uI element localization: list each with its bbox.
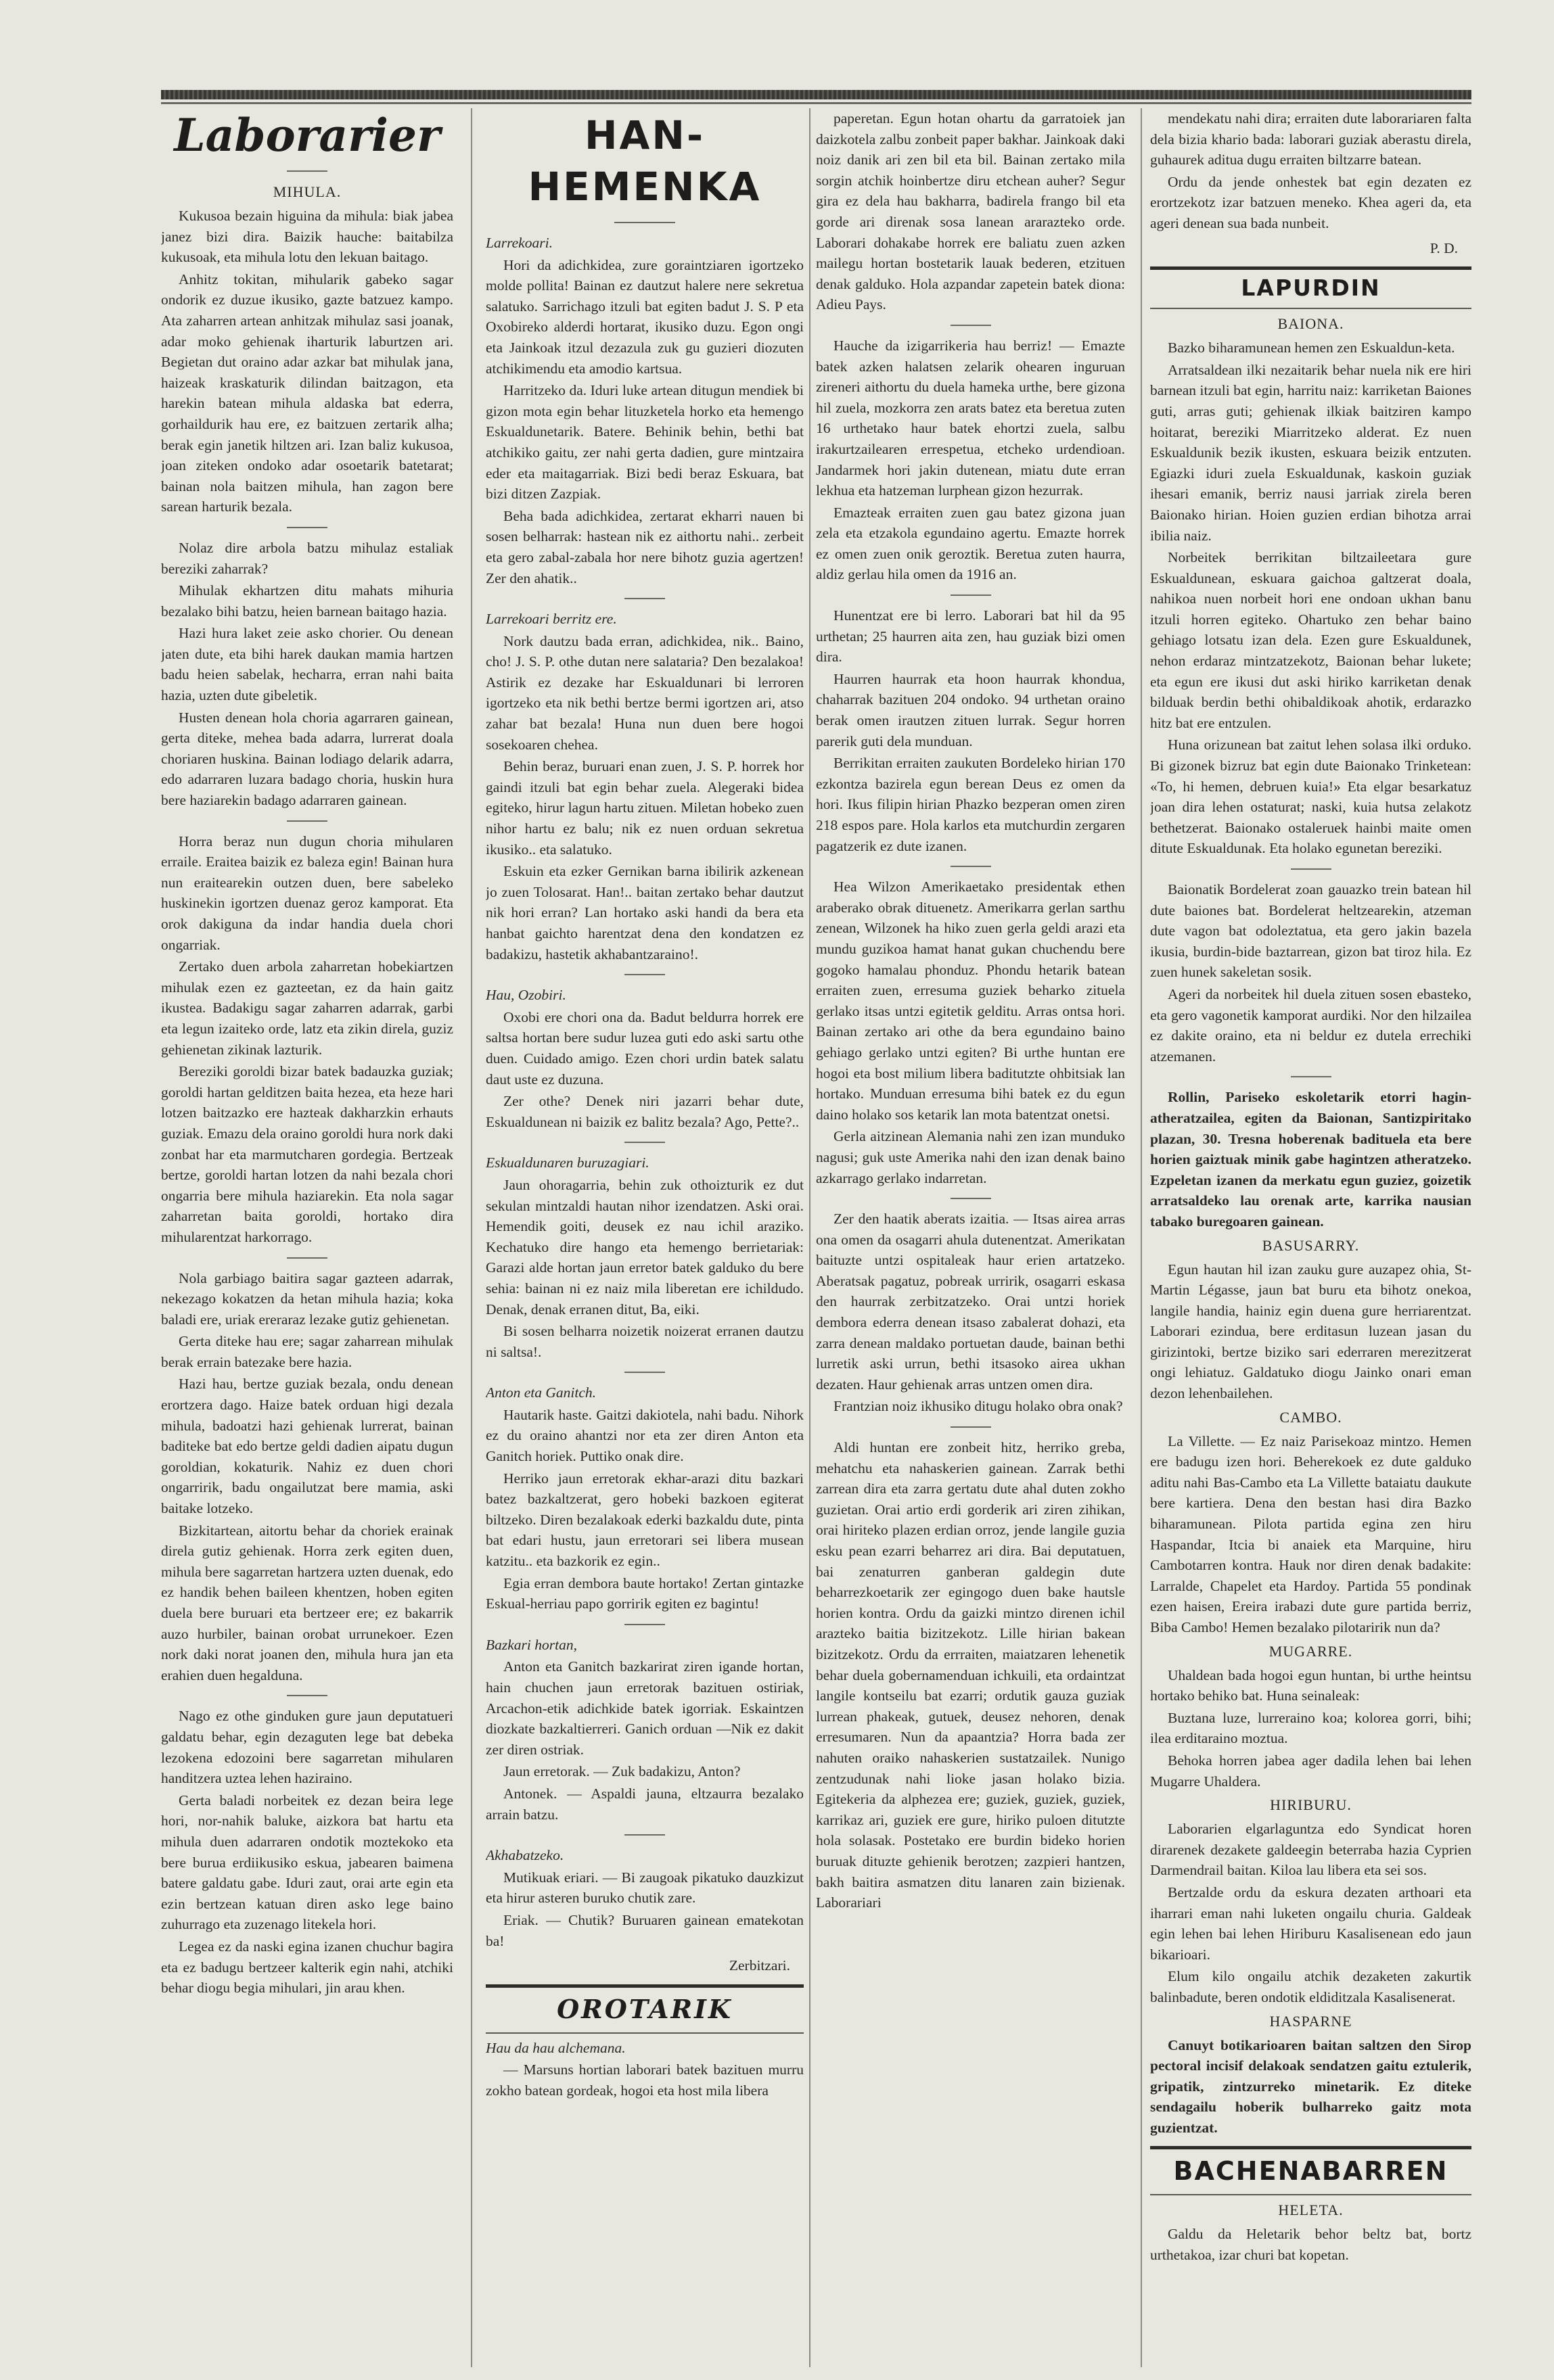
paragraph: Zer den haatik aberats izaitia. — Itsas airea arras ona omen da osagarri ahula dutenentzat. Amerikatan baituzte untzi ospitaleak haur erien artatzeko. Aberatsak pagatuz, pobreak urririk, osagarri eskasa den haurrak zerbitzatzeko. Orai untzi horiek dembora ederra denean itsaso zabalerat dohazi, eta zarra denean maldako portuetan daude, bainan bethi lurretik aski urrun, bethi itsasoko airea ukhan dezaten. Haur gehienak arras untzen omen dira.: [816, 1211, 1125, 1393]
kicker: Eskualdunaren buruzagiari.: [486, 1154, 649, 1171]
section-title-han-hemenka: HAN-HEMENKA: [528, 112, 762, 210]
paragraph: Nork dautzu bada erran, adichkidea, nik.. Baino, cho! J. S. P. othe dutan nere salataria? Den bezalakoa! Astirik ez dezake har Eskualdunari bi lerroren igortzeko eta nik bethi bertze bermi igortzen ari, atso zahar bat bezala! Huna nun duen bere hogoi sosekoaren chehea.: [486, 632, 804, 753]
kicker: Larrekoari.: [486, 235, 553, 251]
paragraph: Nola garbiago baitira sagar gazteen adarrak, nekezago kokatzen da hetan mihula hazia; koka baladi ere, uriak ereraraz lezake gutiz gehienetan.: [161, 1269, 453, 1328]
section-title-bachenabarren: BACHENABARREN: [1173, 2156, 1448, 2187]
divider: [624, 1142, 665, 1143]
column-regions: [1150, 108, 1471, 2367]
column-news: [816, 108, 1125, 2367]
paragraph: paperetan. Egun hotan ohartu da garratoiek jan daizkotela zalbu zonbeit paper bakhar. Jainkoak daki noiz danik ari zen bil eta bil. Bainan zertako mila sorgin atchik hoinbertze diru etchean auher? Segur gira ez dela hau bakharra, badirela frango bil eta gorde ari direnak sosa lanean ararazteko orde. Laborari dohakabe horrek ere baliatu zuen azken mailegu hortan bostetarik lauak bederen, etzituen denak galduko. Hola azpandar zapetein batek diona: Adieu Pays.: [816, 110, 1125, 313]
paragraph: Bazko biharamunean hemen zen Eskualdun-keta.: [1168, 340, 1455, 356]
paragraph: Aldi huntan ere zonbeit hitz, herriko greba, mehatchu eta nahaskerien gainean. Zarrak bethi zarrean dira eta zarra gertatu dute ahal duten zokho guzietan. Orai artio erdi gorderik ari ziren zihikan, orai hiriteko plazen erdian orroz, jende langile guzia esku pean ezarri beharrez ari dira. Bai deputatuen, bai zenaturren ganberan galdegin dute beharrezkoetarik zer egingogo duen bake hautsle horien kontra. Ordu da gaizki mintzo direnen ichil arazteko baitia bizitzekotz. Lille hirian bakean bizitzekotz. Ordu da errraiten, maiatzaren lehenetik behar duela gobernamenduan ichkuili, eta ordaintzat langile kontseilu bat ezarri; ordutik gauza guziak lurrean phakeak, gutuek, deusez nehoren, denak erresumaren. Nun da apaantzia? Horra bada zer nahuten oraiko nahaskerien sustatzailek. Nunigo zentzudunak nahi lioke jasan holako bizia. Egitekeria da alphezea ere; guziek, guziek, guziek, karrikaz ari, guziek ere gure, hiriko puloen ditutzte hola solasak. Postetako ere burdin bideko horien buruak dituzte gehienik berotzen; zazpieri hantzen, bakh baitira asmatzen ditu lanaren zain bizienak. Laborariari: [816, 1439, 1125, 1911]
paragraph: Gerta baladi norbeitek ez dezan beira lege hori, nor-nahik baluke, aizkora bat hartu eta mihula duen adarraren ondotik moztekoko eta bere burua erdiikusiko eskua, jabearen baimena batere galdatu gabe. Iduri zaut, orai arte egin eta ezin bertzean katuan diren asko lege baino zuhurrago eta zuzenago litekela hori.: [161, 1792, 453, 1933]
kicker: Bazkari hortan,: [486, 1636, 577, 1653]
section-rule: [1150, 2194, 1471, 2195]
section-rule: [1150, 266, 1471, 270]
section-rule: [486, 1984, 804, 1988]
section-rule: [1150, 308, 1471, 309]
column-han-hemenka: [486, 108, 804, 2367]
section-title-laborarier: Laborarier: [174, 109, 440, 162]
paragraph: Ageri da norbeitek hil duela zituen sosen ebasteko, eta gero vagonetik kamporat aurdiki. Nor den hilzailea ez dakite oraino, eta ni beldur ez dutela errechiki atzemanen.: [1150, 985, 1471, 1065]
paragraph: Berrikitan erraiten zaukuten Bordeleko hirian 170 ezkontza bazirela egun berean Deus ez omen da hori. Ikus filipin hirian Phazko bezperan omen ziren 218 espos pare. Hola karlos eta mutchurdin zergaren pagatzerik ez dute izanen.: [816, 755, 1125, 854]
paragraph: Herriko jaun erretorak ekhar-arazi ditu bazkari batez bazkaltzerat, gero hobeki bazkoen egiterat biltzeko. Diren bezalakoak ederki bazkaldu dute, pinta bat edari hustu, jaun erretorari sei libera musean katzitu.. eta bazkorik ez egin..: [486, 1470, 804, 1570]
paragraph: Ordu da jende onhestek bat egin dezaten ez erortzekotz izar batzuen meneko. Khea ageri da, eta ageri denean sua bada nunbeit.: [1150, 173, 1471, 231]
paragraph: Kukusoa bezain higuina da mihula: biak jabea janez bizi dira. Baizik hauche: baitabilza kukusoak, eta mihula lotu den lekuan baitago.: [161, 208, 453, 266]
paragraph: Galdu da Heletarik behor beltz bat, bortz urthetakoa, izar churi bat kopetan.: [1150, 2226, 1471, 2264]
paragraph: Eriak. — Chutik? Buruaren gainean ematekotan ba!: [486, 1911, 804, 1949]
section-title-lapurdin: LAPURDIN: [1241, 275, 1381, 302]
paragraph: Norbeitek berrikitan biltzaileetara gure Eskualdunean, eskuara gaichoa galtzerat doala, nahikoa nuen norbeit hori ene ondoan ukhan banu itzuli horren egiteko. Ohartuko zen behar baino gehiago lotsatu izan dela. Ezen gure Eskualdunek, nehon erdaraz mintzatzekotz, Baionan behar lukete; eta egun ere ikusi dut aski hiriko karriketan denak bilduak berdin bethi ohibaldikoak ahotik, erdarazko hitz bat ere entzulen.: [1150, 549, 1471, 731]
column-divider-3: [1141, 108, 1142, 2367]
town-title: HIRIBURU.: [1270, 1796, 1352, 1814]
paragraph: Elum kilo ongailu atchik dezaketen zakurtik balinbadute, beren ondotik eldiditzala Kasalisenerat.: [1150, 1968, 1471, 2005]
paragraph: Frantzian noiz ikhusiko ditugu holako obra onak?: [833, 1398, 1123, 1415]
paragraph: La Villette. — Ez naiz Parisekoaz mintzo. Hemen ere badugu izen hori. Beherekoek ez dute galduko aditu nahi Bas-Cambo eta La Villette bataiatu daukute bere kartiera. Dena den bestan hasi dira Bazko biharamunean. Pilota partida egina zen hiru Haspandar, Itcia bi anaiek eta Marquine, hiru Cambotarren kontra. Hauk nor diren denak badakite: Larralde, Chapelet eta Hardoy. Partida 55 pondinak ezen haisen, Ereira irabazi dute gure partida berriz, Biba Cambo! Hemen bezalako pilotaririk nun da?: [1150, 1432, 1471, 1635]
divider: [624, 598, 665, 599]
paragraph: Hazi hura laket zeie asko chorier. Ou denean jaten dute, eta bihi harek daukan mamia hartzen badu heien sabelak, hecharra, erran nahi baita hazia, uzten dute gibeletik.: [161, 625, 453, 704]
divider: [951, 325, 991, 326]
top-rule-thin: [161, 102, 1471, 104]
paragraph: Harritzeko da. Iduri luke artean ditugun mendiek bi gizon mota egin behar lituzketela horko eta hemengo Eskualdunetarik. Batere. Behinik behin, bethi bat atchikiko gaitu, zer nahi gerta dadien, gure mintzaira eder eta maitagarriak. Bizi bedi beraz Eskuara, bat bizi ditzen Zazpiak.: [486, 382, 804, 503]
divider: [951, 1198, 991, 1199]
paragraph: Oxobi ere chori ona da. Badut beldurra horrek ere saltsa hortan bere sudur luzea guti edo aski sartu othe duen. Cuidado amigo. Ezen chori urdin batek salatu daut uste ez duzuna.: [486, 1008, 804, 1088]
paragraph: Mutikuak eriari. — Bi zaugoak pikatuko dauzkizut eta hirur asteren buruko chutik zare.: [486, 1869, 804, 1907]
divider: [624, 1372, 665, 1373]
paragraph: Uhaldean bada hogoi egun huntan, bi urthe heintsu hortako behiko bat. Huna seinaleak:: [1150, 1666, 1471, 1704]
paragraph: Anhitz tokitan, mihularik gabeko sagar ondorik ez duzue ikusiko, gazte batzuez kampo. Ata zaharren artean anhitzak mihulaz sasi joanak, adar moko gehienak iharturik laburtzen ari. Begietan dut oraino adar azkar bat mihulak jana, haizeak kraskaturik dilindan baitzagon, eta harekin batean mihula aldaska bat ederra, gorhaildurik hau ere, ez baitzuen zertarik alha; berak egin janetik hiltzen ari. Izan baliz kukusoa, joan ziteken ondoko adar osoetarik batetarat; bainan nola baitzen mihula, han zagon bere sarean harturik bezala.: [161, 271, 453, 515]
section-rule: [486, 2032, 804, 2034]
divider: [624, 1834, 665, 1836]
town-title: HELETA.: [1278, 2201, 1344, 2219]
article-subtitle: MIHULA.: [273, 183, 342, 200]
kicker: Hau da hau alchemana.: [486, 2039, 626, 2056]
divider: [287, 820, 327, 822]
paragraph: Zertako duen arbola zaharretan hobekiartzen mihulak ezen ez gazteetan, ez da hain gaitz ikustea. Badakigu sagar zaharren adarrak, garbi eta legun izaiteko orde, latz eta zikin direla, guziz gehienetan zikinak lazturik.: [161, 958, 453, 1058]
paragraph: Gerla aitzinean Alemania nahi zen izan munduko nagusi; guk uste Amerika nahi den izan denak baino azkarrago gerlako indarretan.: [816, 1128, 1125, 1186]
kicker: Hau, Ozobiri.: [486, 987, 566, 1004]
paragraph: Huna orizunean bat zaitut lehen solasa ilki orduko. Bi gizonek bizruz bat egin dute Baionako Trinketean: «To, hi hemen, debruen kuia!» Eta elgar besarkatuz joan dira lehen ostaturat; naski, kuia hutsa zelakotz bethetzerat. Baionako ostaleruek hainbi maite omen ditute Eskualdunak. Eta holako egunetan bereziki.: [1150, 737, 1471, 857]
paragraph: Hea Wilzon Amerikaetako presidentak ethen araberako obrak dituenetz. Amerikarra gerlan sarthu zenean, Wilzonek ha hiko zuen gerla geldi arazi eta mundu guzikoa hamat hanat gukan chuchendu bere gogoko hamalau phonduz. Phondu hetarik batean erraiten zuen, erresuma guziek beharko zituela gerlako itsas untzi egitetik gelditu. Arras ontsa hori. Bainan zertako ari othe da bera egundaino baino gehiago gerlako untzi egiten? Bi urthe huntan ere hogoi eta bost milium libera baditutzte ohbitsiak lan hortako. Munduan erresuma bihi batek ez du egun daino holako sos ketarik lan mota batentzat onetsi.: [816, 879, 1125, 1123]
column-laborarier: [161, 108, 453, 2367]
paragraph: Bizkitartean, aitortu behar da choriek erainak direla gutiz gehienak. Horra zerk egiten duen, mihula bere sagarretan hartzera uzten duenak, edo ez handik behen baileen khentzen, hoben egiten duela bere buruari eta bertzeer ere; ez bakarrik auzo hurbiler, bainan orobat urrunekoer. Ezen nork daki norat joanen den, mihula hura jan eta erahien duen hegalduna.: [161, 1522, 453, 1683]
column-divider-2: [809, 108, 810, 2367]
divider: [287, 170, 327, 172]
advertisement: Rollin, Pariseko eskoletarik etorri hagin-atheratzailea, egiten da Baionan, Santizpiritako plazan, 30. Tresna hoberenak badituela eta bere horien gaiztuak minik gabe hagintzen atheratzeko. Ezpeletan izanen da merkatu egun guziez, goizetik arratsaldeko lau orenak arte, karrika nausian tabako buregoaren gainean.: [1150, 1089, 1471, 1230]
divider: [287, 1695, 327, 1696]
town-title: CAMBO.: [1279, 1408, 1342, 1426]
paragraph: Egia erran dembora baute hortako! Zertan gintazke Eskual-herriau papo gorririk egiten ez bagintu!: [486, 1574, 804, 1612]
signature: Zerbitzari.: [729, 1957, 790, 1974]
paragraph: Haurren haurrak eta hoon haurrak khondua, chaharrak bazituen 204 ondoko. 94 urthetan oraino berak omen irautzen zituen lurrak. Segur horren parerik guti dela munduan.: [816, 670, 1125, 749]
paragraph: Hori da adichkidea, zure goraintziaren igortzeko molde pollita! Bainan ez dautzut halere nere sekretua salatuko. Sarrichago itzuli bat egiten badut J. S. P eta Oxobireko alderdi hortarat, ikusiko duzu. Egon ongi eta Jainkoak itzul dezazula zuk gu guzieri diozuten atchikimendu eta amodio kartsua.: [486, 256, 804, 377]
paragraph: Jaun ohoragarria, behin zuk othoizturik ez dut sekulan mintzaldi hautan nihor izendatzen. Aski orai. Hemendik goiti, deusek ez nau ichil araziko. Kechatuko dire hango eta hemengo berrietariak: Garazi alde hortan jaun erretor batek galduko du bere sehia: bainan ni ez naiz mila liberetan ere ichildudo. Denak, denak erranen ditut, Ba, eiki.: [486, 1176, 804, 1317]
paragraph: Bi sosen belharra noizetik noizerat erranen dautzu ni saltsa!.: [486, 1323, 804, 1360]
paragraph: Antonek. — Aspaldi jauna, eltzaurra bezalako arrain batzu.: [486, 1785, 804, 1823]
signature: P. D.: [1430, 239, 1458, 256]
paragraph: Eskuin eta ezker Gernikan barna ibilirik azkenean jo zuen Tolosarat. Han!.. baitan zertako behar dautzut nik hori erran? Lan hortako aski handi da bera eta hanbat gaichto harentzat dena den kondatzen ez badakizu, hastetik akhabantzaraino!.: [486, 863, 804, 962]
paragraph: Hauche da izigarrikeria hau berriz! — Emazte batek azken halatsen zelarik ohearen inguruan zireneri aithortu du duela hameka urthe, bere gizona hil zuela, mozkorra zen arats batez eta beretua zuten 16 urthetako haur batek ehortzi zuela, salbu irakurtzailearen errespetua, etcheko urdendioan. Jandarmek hori jakin dutenean, miatu dute erran lekhua eta hatzeman lurphean gizon hezurrak.: [816, 337, 1125, 499]
divider: [951, 594, 991, 596]
column-divider-1: [471, 108, 472, 2367]
paragraph: Emazteak erraiten zuen gau batez gizona juan zela eta etzakola egundaino agertu. Emazte horrek ez omen zuen onik geroztik. Beretua zuten haurra, aldiz gerlau hila omen da 1916 an.: [816, 504, 1125, 583]
paragraph: Egun hautan hil izan zauku gure auzapez ohia, St-Martin Légasse, jaun bat buru eta bihotz onekoa, langile handia, hainiz egin duena gure herriarentzat. Laborari ezindua, bere erditasun luzean jasan du girizintoki, bertze biziko sari ederraren merezitzerat ongi lehiatuz. Galdatuko diogu Jainko onari eman dezon lehenbailehen.: [1150, 1261, 1471, 1402]
paragraph: Horra beraz nun dugun choria mihularen erraile. Eraitea baizik ez baleza egin! Bainan hura nun eraitearekin outzen duen, bere sabeleko huskinekin igortzen duenaz geroz kamporat. Eta orok dakiguna da indar handia duela chori ongarriak.: [161, 833, 453, 953]
divider: [1291, 1076, 1331, 1077]
advertisement: Canuyt botikarioaren baitan saltzen den Sirop pectoral incisif delakoak sendatzen gaitu eztulerik, gripatik, zintzurreko minetarik. Ez diteke sendagailu hoberik bulharreko gaitz mota guzientzat.: [1150, 2036, 1471, 2136]
top-rule: [161, 90, 1471, 99]
paragraph: Bereziki goroldi bizar batek badauzka guziak; goroldi hartan gelditzen baita hezea, eta heze hari lotzen baitzazko ere hazteak dakharzkin erhauts guziak. Emazu dela oraino goroldi hura nork daki zonbat har eta marmutcharen gordegia. Bertzeak bertze, goroldi hartan lotzen da nahi bezala chori ongarria bere mihula haziarekin. Eta nola sagar zaharretan baita goroldi, hortako dira mihularentzat harkorrago.: [161, 1063, 453, 1245]
kicker: Akhabatzeko.: [486, 1847, 564, 1864]
paragraph: Behin beraz, buruari enan zuen, J. S. P. horrek hor gaindi itzuli bat egin behar zuela. Alegeraki bidea egiteko, hirur lagun hartu zituen. Miletan hobeko zuen nihor hartu ez balu; nik ez nuen orduan sekretua ikusiko.. eta salatuko.: [486, 758, 804, 858]
paragraph: Zer othe? Denek niri jazarri behar dute, Eskualdunean ni baizik ez balitz bezala? Ago, Pette?..: [486, 1093, 804, 1130]
paragraph: Arratsaldean ilki nezaitarik behar nuela nik ere hiri barnean itzuli bat egin, harritu naiz: karriketan Baiones guti, arras guti; gehienak ilkiak baitziren kampo hoitarat, bereziki Miarritzeko alderat. Ez nuen Eskualdunik bezik ikusten, eskuara beizik entzuten. Egiazki iduri zuela Eskualdunak, kaskoin guziak ihesari emanik, berriz nausi jarriak zirela beren Baionako hirian. Hoien guzien erdian bihotza arrai ibilia naiz.: [1150, 361, 1471, 544]
paragraph: Nago ez othe ginduken gure jaun deputatueri galdatu behar, egin dezaguten lege bat debeka lezokena edozoini bere sagarretan mihularen handitzera uztea lehen haziraino.: [161, 1708, 453, 1787]
paragraph: Bertzalde ordu da eskura dezaten arthoari eta iharrari eman nahi luketen ongailu churia. Galdeak egin lehen bai lehen Hiriburu Kasalisenean edo jaun bikarioari.: [1150, 1884, 1471, 1963]
paragraph: Beha bada adichkidea, zertarat ekharri nauen bi sosen belharrak: hastean nik ez aithortu nahi.. zerbeit eta gero zabal-zabala hor nere bihotz guzia agertzen! Zer den ahatik..: [486, 507, 804, 586]
divider: [951, 1426, 991, 1428]
paragraph: Hautarik haste. Gaitzi dakiotela, nahi badu. Nihork ez du oraino ahantzi nor eta zer diren Anton eta Ganitch horiek. Puttiko onak dire.: [486, 1406, 804, 1465]
town-title: BAIONA.: [1277, 315, 1344, 333]
paragraph: Anton eta Ganitch bazkarirat ziren igande hortan, hain chuchen jaun erretorak bazituen ostiriak, Arcachon-etik adichkide batek igorriak. Eskaintzen diozkate bazkaltierreri. Ganich orduan —Nik ez dakit zer diren ostriak.: [486, 1658, 804, 1758]
kicker: Larrekoari berritz ere.: [486, 611, 617, 628]
paragraph: mendekatu nahi dira; erraiten dute laborariaren falta dela bizia khario bada: laborari guziak aberastu direla, guhaurek aditua dugu erraiten biltzarre batean.: [1150, 110, 1471, 168]
divider: [287, 1257, 327, 1259]
paragraph: Nolaz dire arbola batzu mihulaz estaliak bereziki zaharrak?: [161, 539, 453, 577]
divider: [1291, 868, 1331, 870]
divider: [624, 1624, 665, 1625]
divider: [951, 866, 991, 867]
paragraph: Behoka horren jabea ager dadila lehen bai lehen Mugarre Uhaldera.: [1150, 1752, 1471, 1790]
section-title-orotarik: OROTARIK: [557, 1993, 733, 2024]
paragraph: Legea ez da naski egina izanen chuchur bagira eta ez badugu bertzeer kalterik egin nahi, atchiki behar diogu begia mihulari, jin arau khen.: [161, 1938, 453, 1997]
section-rule: [1150, 2146, 1471, 2149]
divider: [287, 527, 327, 528]
kicker: Anton eta Ganitch.: [486, 1384, 597, 1401]
paragraph: Baionatik Bordelerat zoan gauazko trein batean hil dute baiones bat. Bordelerat heltzearekin, atzeman dute vagon bat odoleztatua, eta gero jakin bazela ikusia, burdin-bide baztarrean, gizon bat tiroz hila. Ez zuen hunek sakeletan sosik.: [1150, 881, 1471, 981]
divider: [614, 222, 675, 223]
divider: [624, 974, 665, 975]
town-title: HASPARNE: [1269, 2012, 1352, 2030]
town-title: MUGARRE.: [1269, 1642, 1353, 1660]
paragraph: Husten denean hola choria agarraren gainean, gerta diteke, mehea bada adarra, lurrerat doala choriaren huskina. Bainan lodiago delarik adarra, edo adarraren luzara badago choria, huskin hura bere haziarekin badago adarraren gainean.: [161, 709, 453, 809]
paragraph: Laborarien elgarlaguntza edo Syndicat horen dirarenek dezakete galdeegin beterraba hazia Cyprien Darmendrail baitan. Kiloa lau libera eta sei sos.: [1150, 1821, 1471, 1879]
paragraph: — Marsuns hortian laborari batek bazituen murru zokho batean gordeak, hogoi eta host mila libera: [486, 2061, 804, 2099]
paragraph: Hazi hau, bertze guziak bezala, ondu denean erortzera dago. Haize batek orduan higi dezala mihula, badoatzi hazi gehienak lurrerat, bainan baditeke bat edo bertze geldi dadien aipatu dugun goroldian, kokaturik. Nahiz ez duen chori ongarririk, badu ongailutzat bere mamia, aski baitake lotzeko.: [161, 1376, 453, 1517]
paragraph: Buztana luze, lurreraino koa; kolorea gorri, bihi; ilea erditaraino moztua.: [1150, 1709, 1471, 1747]
paragraph: Jaun erretorak. — Zuk badakizu, Anton?: [503, 1763, 741, 1780]
town-title: BASUSARRY.: [1262, 1236, 1360, 1254]
paragraph: Mihulak ekhartzen ditu mahats mihuria bezalako bihi batzu, heien barnean baitago hazia.: [161, 582, 453, 620]
paragraph: Hunentzat ere bi lerro. Laborari bat hil da 95 urthetan; 25 haurren aita zen, hau guziak bizi omen dira.: [816, 607, 1125, 666]
paragraph: Gerta diteke hau ere; sagar zaharrean mihulak berak errain batezake bere hazia.: [161, 1333, 453, 1370]
